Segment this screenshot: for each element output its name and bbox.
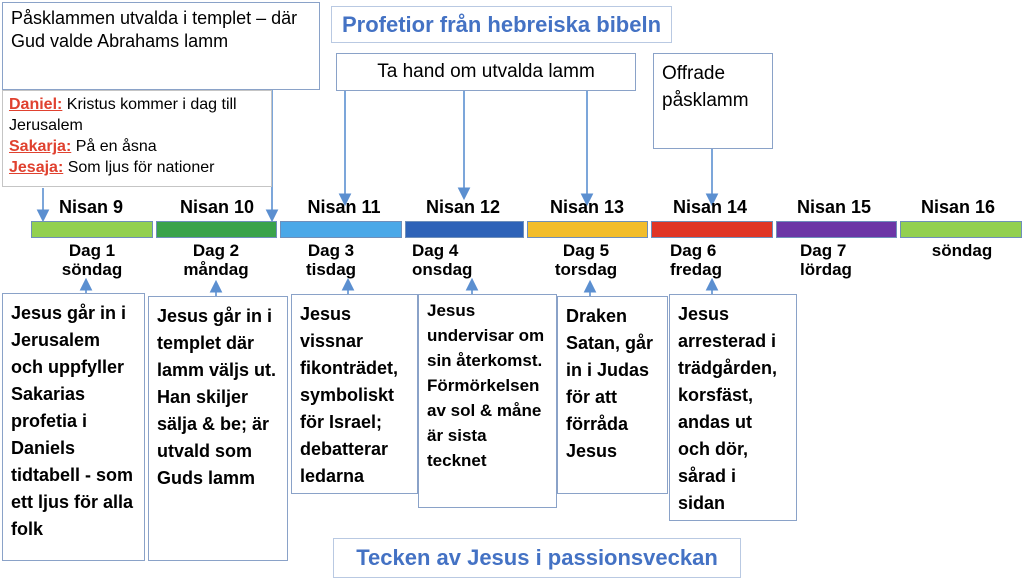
callout-prophets [2, 90, 272, 187]
event-box-day6: Jesus arresterad i trädgården, korsfäst, andas ut och dör, sårad i sidan [669, 294, 797, 521]
nisan-label-9: Nisan 9 [58, 197, 124, 217]
day-label-6: Dag 6 fredag [670, 241, 722, 279]
day-label-8: söndag [931, 241, 993, 260]
day-label-1: Dag 1 söndag [61, 241, 123, 279]
nisan-label-13: Nisan 13 [549, 197, 625, 217]
day-bar-6 [651, 221, 773, 238]
callout-passover-lambs: Påsklammen utvalda i templet – där Gud valde Abrahams lamm [2, 2, 320, 90]
day-bar-7 [776, 221, 897, 238]
day-bar-8 [900, 221, 1022, 238]
day-label-4: Dag 4 onsdag [412, 241, 473, 279]
nisan-label-15: Nisan 15 [796, 197, 872, 217]
day-label-5: Dag 5 torsdag [554, 241, 618, 279]
event-box-day3: Jesus vissnar fikonträdet, symboliskt för Israel; debatterar ledarna [291, 294, 418, 494]
day-bar-1 [31, 221, 153, 238]
nisan-label-12: Nisan 12 [425, 197, 501, 217]
day-label-7: Dag 7 lördag [800, 241, 852, 279]
nisan-label-16: Nisan 16 [920, 197, 996, 217]
event-box-day4: Jesus undervisar om sin återkomst. Förmörkelsen av sol & måne är sista tecknet [418, 294, 557, 508]
nisan-label-10: Nisan 10 [179, 197, 255, 217]
prophecies-title: Profetior från hebreiska bibeln [331, 6, 672, 43]
prophecy-jesaja: Jesaja: Som ljus för nationer [9, 159, 215, 176]
callout-take-care-lambs: Ta hand om utvalda lamm [336, 53, 636, 91]
day-label-2: Dag 2 måndag [183, 241, 249, 279]
prophecy-sakarja: Sakarja: På en åsna [9, 138, 157, 155]
event-box-day1: Jesus går in i Jerusalem och uppfyller Sakarias profetia i Daniels tidtabell - som ett ljus för alla folk [2, 293, 145, 561]
event-box-day5: Draken Satan, går in i Judas för att förråda Jesus [557, 296, 668, 494]
event-box-day2: Jesus går in i templet där lamm väljs ut. Han skiljer sälja & be; är utvald som Guds lamm [148, 296, 288, 561]
day-bar-4 [405, 221, 524, 238]
day-bar-2 [156, 221, 277, 238]
day-bar-3 [280, 221, 402, 238]
day-label-3: Dag 3 tisdag [305, 241, 357, 279]
day-bar-5 [527, 221, 648, 238]
nisan-label-14: Nisan 14 [672, 197, 748, 217]
passion-week-title: Tecken av Jesus i passionsveckan [333, 538, 741, 578]
callout-sacrificed-lamb: Offrade påsklamm [653, 53, 773, 149]
prophecy-daniel: Daniel: Kristus kommer i dag till Jerusalem [9, 96, 237, 134]
nisan-label-11: Nisan 11 [307, 197, 381, 217]
